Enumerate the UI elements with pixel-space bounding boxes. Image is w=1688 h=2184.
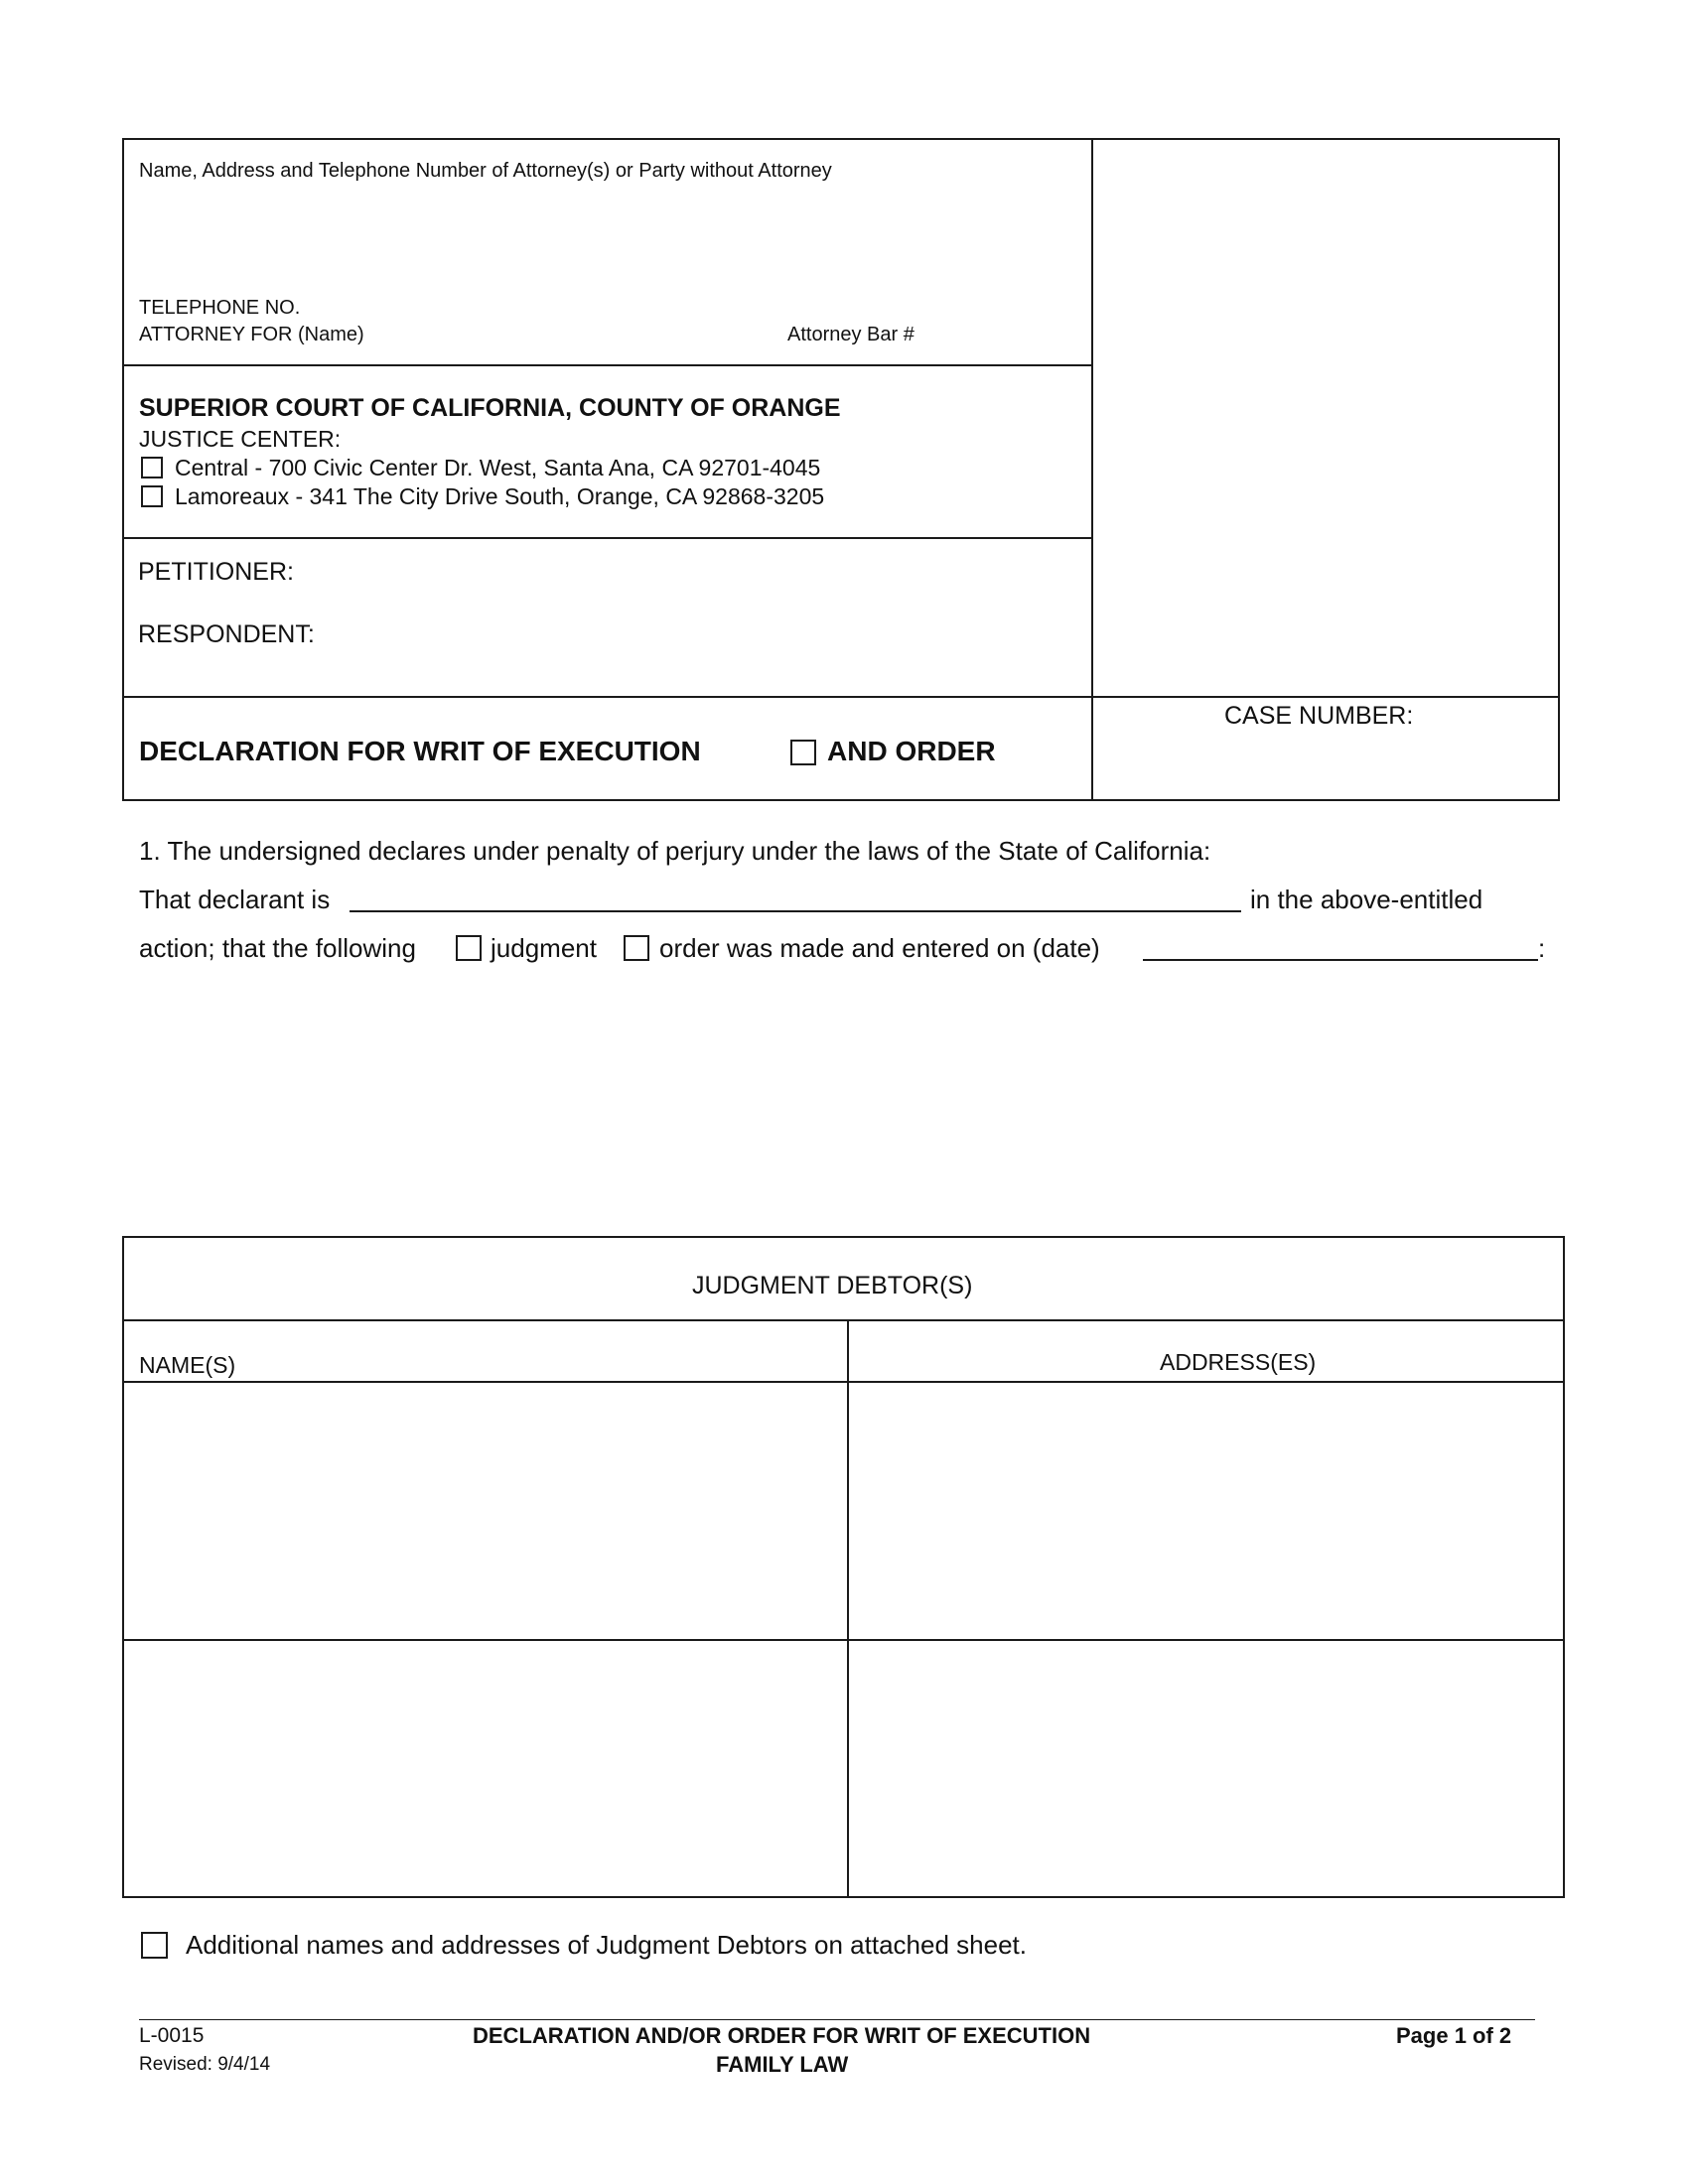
- and-order-checkbox[interactable]: [790, 740, 816, 765]
- declarant-prefix: That declarant is: [139, 885, 331, 914]
- central-checkbox[interactable]: [141, 457, 163, 478]
- petitioner-label: PETITIONER:: [138, 558, 294, 586]
- divider-attorney-court: [122, 364, 1092, 366]
- lamoreaux-checkbox[interactable]: [141, 485, 163, 507]
- additional-sheet-label: Additional names and addresses of Judgment Debtors on attached sheet.: [186, 1930, 1027, 1960]
- debtors-table-title: JUDGMENT DEBTOR(S): [692, 1272, 973, 1299]
- attorney-bar-label: Attorney Bar #: [787, 324, 914, 345]
- revised-date: Revised: 9/4/14: [139, 2054, 271, 2075]
- entered-date-line[interactable]: [1143, 959, 1538, 961]
- debtors-header-divider: [122, 1381, 1565, 1383]
- form-number: L-0015: [139, 2024, 205, 2047]
- declarant-suffix: in the above-entitled: [1250, 885, 1483, 914]
- form-title: DECLARATION FOR WRIT OF EXECUTION: [139, 736, 701, 766]
- declarant-capacity-line[interactable]: [350, 910, 1241, 912]
- central-center-label: Central - 700 Civic Center Dr. West, Santa Ana, CA 92701-4045: [175, 455, 821, 480]
- footer-subtitle: FAMILY LAW: [716, 2052, 849, 2077]
- names-column-header: NAME(S): [139, 1352, 236, 1378]
- addresses-column-header: ADDRESS(ES): [1160, 1349, 1317, 1375]
- debtor-address-cell-2[interactable]: [850, 1642, 1563, 1896]
- debtor-name-cell-2[interactable]: [125, 1642, 846, 1896]
- debtors-column-divider: [847, 1319, 849, 1898]
- order-label: order was made and entered on (date): [659, 933, 1100, 963]
- judgment-checkbox[interactable]: [456, 935, 482, 961]
- declaration-line-1: 1. The undersigned declares under penalty of perjury under the laws of the State of California:: [139, 836, 1211, 866]
- debtors-row-divider: [122, 1639, 1565, 1641]
- footer-rule: [139, 2019, 1535, 2020]
- action-prefix: action; that the following: [139, 933, 416, 963]
- debtor-name-cell-1[interactable]: [125, 1384, 846, 1638]
- debtor-address-cell-1[interactable]: [850, 1384, 1563, 1638]
- judgment-label: judgment: [491, 933, 597, 963]
- debtors-title-divider: [122, 1319, 1565, 1321]
- lamoreaux-center-label: Lamoreaux - 341 The City Drive South, Orange, CA 92868-3205: [175, 483, 825, 509]
- and-order-label: AND ORDER: [827, 736, 996, 766]
- divider-parties-title: [122, 696, 1560, 698]
- attorney-block-label: Name, Address and Telephone Number of Attorney(s) or Party without Attorney: [139, 160, 832, 182]
- date-terminator: :: [1538, 933, 1546, 963]
- respondent-label: RESPONDENT:: [138, 620, 315, 648]
- caption-vertical-divider: [1091, 138, 1093, 801]
- footer-title: DECLARATION AND/OR ORDER FOR WRIT OF EXECUTION: [473, 2023, 1091, 2048]
- order-checkbox[interactable]: [624, 935, 649, 961]
- page-indicator: Page 1 of 2: [1396, 2023, 1512, 2048]
- telephone-label: TELEPHONE NO.: [139, 297, 301, 319]
- additional-sheet-checkbox[interactable]: [141, 1932, 168, 1959]
- court-name: SUPERIOR COURT OF CALIFORNIA, COUNTY OF ORANGE: [139, 394, 841, 422]
- case-number-label: CASE NUMBER:: [1224, 702, 1414, 730]
- justice-center-label: JUSTICE CENTER:: [139, 426, 342, 452]
- divider-court-parties: [122, 537, 1092, 539]
- attorney-for-label: ATTORNEY FOR (Name): [139, 324, 364, 345]
